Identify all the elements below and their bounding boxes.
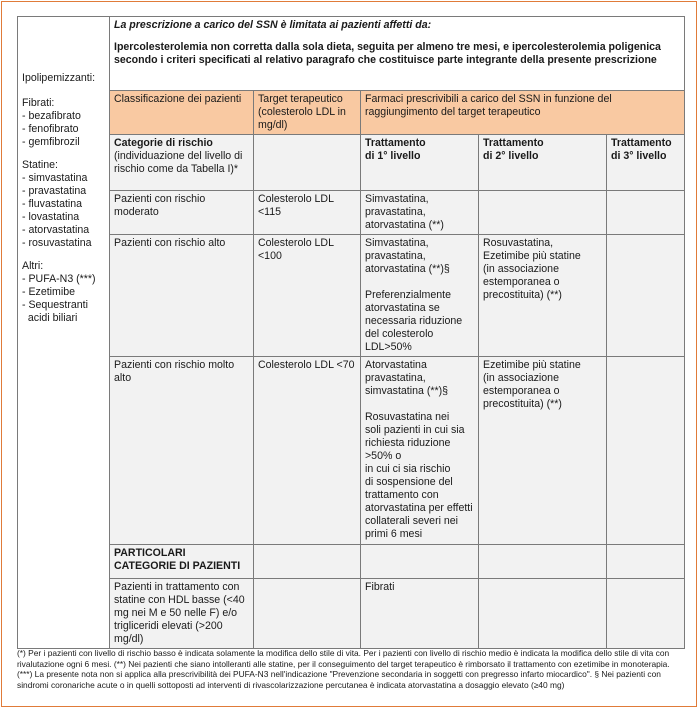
drug-item: - simvastatina xyxy=(22,172,88,184)
drug-item: - fluvastatina xyxy=(22,198,83,210)
drug-item: - rosuvastatina xyxy=(22,237,92,249)
statine-group xyxy=(22,159,105,250)
row-high-level-2: Rosuvastatina, Ezetimibe più statine (in associazione estemporanea o precostituita) (**) xyxy=(479,235,607,357)
empty-cell xyxy=(607,579,685,649)
drug-item: - lovastatina xyxy=(22,211,80,223)
special-categories-title: PARTICOLARI CATEGORIE DI PAZIENTI xyxy=(110,545,254,579)
row-high-level-1: Simvastatina, pravastatina, atorvastatina (**)§ Preferenzialmente atorvastatina se necessaria riduzione del colesterolo LDL>50% xyxy=(361,235,479,357)
empty-cell xyxy=(361,545,479,579)
risk-category-cell xyxy=(110,135,254,191)
drug-item: - atorvastatina xyxy=(22,224,90,236)
header-level-3: Trattamento di 3° livello xyxy=(607,135,685,191)
row-moderate-level-3 xyxy=(607,191,685,235)
intro-cell xyxy=(110,17,685,91)
drug-item: - Sequestranti xyxy=(22,299,88,311)
row-very-high-level-2: Ezetimibe più statine (in associazione estemporanea o precostituita) (**) xyxy=(479,357,607,545)
header-target: Target terapeutico (colesterolo LDL in mg/dl) xyxy=(254,91,361,135)
group-label: Statine: xyxy=(22,159,58,171)
drug-item: - bezafibrato xyxy=(22,110,81,122)
header-level-2: Trattamento di 2° livello xyxy=(479,135,607,191)
empty-cell xyxy=(254,135,361,191)
prescription-table xyxy=(17,16,685,649)
row-very-high-target: Colesterolo LDL <70 xyxy=(254,357,361,545)
empty-cell xyxy=(479,579,607,649)
empty-cell xyxy=(607,545,685,579)
row-high-target: Colesterolo LDL <100 xyxy=(254,235,361,357)
row-special-level-1: Fibrati xyxy=(361,579,479,649)
fibrati-group xyxy=(22,97,105,149)
drug-item: - pravastatina xyxy=(22,185,87,197)
header-level-1: Trattamento di 1° livello xyxy=(361,135,479,191)
altri-group xyxy=(22,260,105,325)
footnote-text: (*) Per i pazienti con livello di rischio basso è indicata solamente la modifica dello stile di vita. Per i pazienti con livello di rischio medio è indicata la modifica dello stile di vita con rivalutazione ogni 6 mesi. (**) Nei pazienti che siano intolleranti alle statine, per il conseguimento del target terapeutico è rimborsato il trattamento con ezetimibe in monoterapia. (***) La presente nota non si applica alla prescrivibilità dei PUFA-N3 nell'indicazione "Prevenzione secondaria in soggetti con pregresso infarto miocardico". § Nei pazienti con sindromi coronariche acute o in quelli sottoposti ad interventi di rivascolarizzazione percutanea è indicata atorvastatina a dosaggio elevato (≥40 mg) xyxy=(17,648,670,690)
intro-body: Ipercolesterolemia non corretta dalla sola dieta, seguita per almeno tre mesi, e ipercolesterolemia poligenica secondo i criteri specificati al relativo paragrafo che costituisce parte integrante della presente prescrizione xyxy=(114,41,661,66)
drug-item: - PUFA-N3 (***) xyxy=(22,273,96,285)
drug-item: - fenofibrato xyxy=(22,123,79,135)
drug-list-title: Ipolipemizzanti: xyxy=(22,72,96,84)
row-very-high-level-3 xyxy=(607,357,685,545)
drug-item: - Ezetimibe xyxy=(22,286,75,298)
group-label: Altri: xyxy=(22,260,44,272)
row-special-patients: Pazienti in trattamento con statine con HDL basse (<40 mg nei M e 50 nelle F) e/o trigliceridi elevati (>200 mg/dl) xyxy=(110,579,254,649)
row-very-high-level-1: Atorvastatina pravastatina, simvastatina (**)§ Rosuvastatina nei soli pazienti in cui sia richiesta riduzione >50% o in cui ci sia rischio di sospensione del trattamento con atorvastatina per effetti collaterali severi nei primi 6 mesi xyxy=(361,357,479,545)
risk-category-title: Categorie di rischio xyxy=(114,137,213,149)
row-high-patients: Pazienti con rischio alto xyxy=(110,235,254,357)
row-high-level-3 xyxy=(607,235,685,357)
row-very-high-patients: Pazienti con rischio molto alto xyxy=(110,357,254,545)
drug-list-cell xyxy=(18,17,110,649)
row-moderate-target: Colesterolo LDL <115 xyxy=(254,191,361,235)
empty-cell xyxy=(254,545,361,579)
drug-item: acidi biliari xyxy=(22,312,78,324)
empty-cell xyxy=(254,579,361,649)
intro-title: La prescrizione a carico del SSN è limitata ai pazienti affetti da: xyxy=(114,19,432,31)
header-classification: Classificazione dei pazienti xyxy=(110,91,254,135)
row-moderate-patients: Pazienti con rischio moderato xyxy=(110,191,254,235)
drug-item: - gemfibrozil xyxy=(22,136,80,148)
row-moderate-level-1: Simvastatina, pravastatina, atorvastatina (**) xyxy=(361,191,479,235)
group-label: Fibrati: xyxy=(22,97,55,109)
empty-cell xyxy=(479,545,607,579)
risk-category-desc: (individuazione del livello di rischio come da Tabella I)* xyxy=(114,150,243,175)
header-drugs: Farmaci prescrivibili a carico del SSN in funzione del raggiungimento del target terapeutico xyxy=(361,91,685,135)
row-moderate-level-2 xyxy=(479,191,607,235)
